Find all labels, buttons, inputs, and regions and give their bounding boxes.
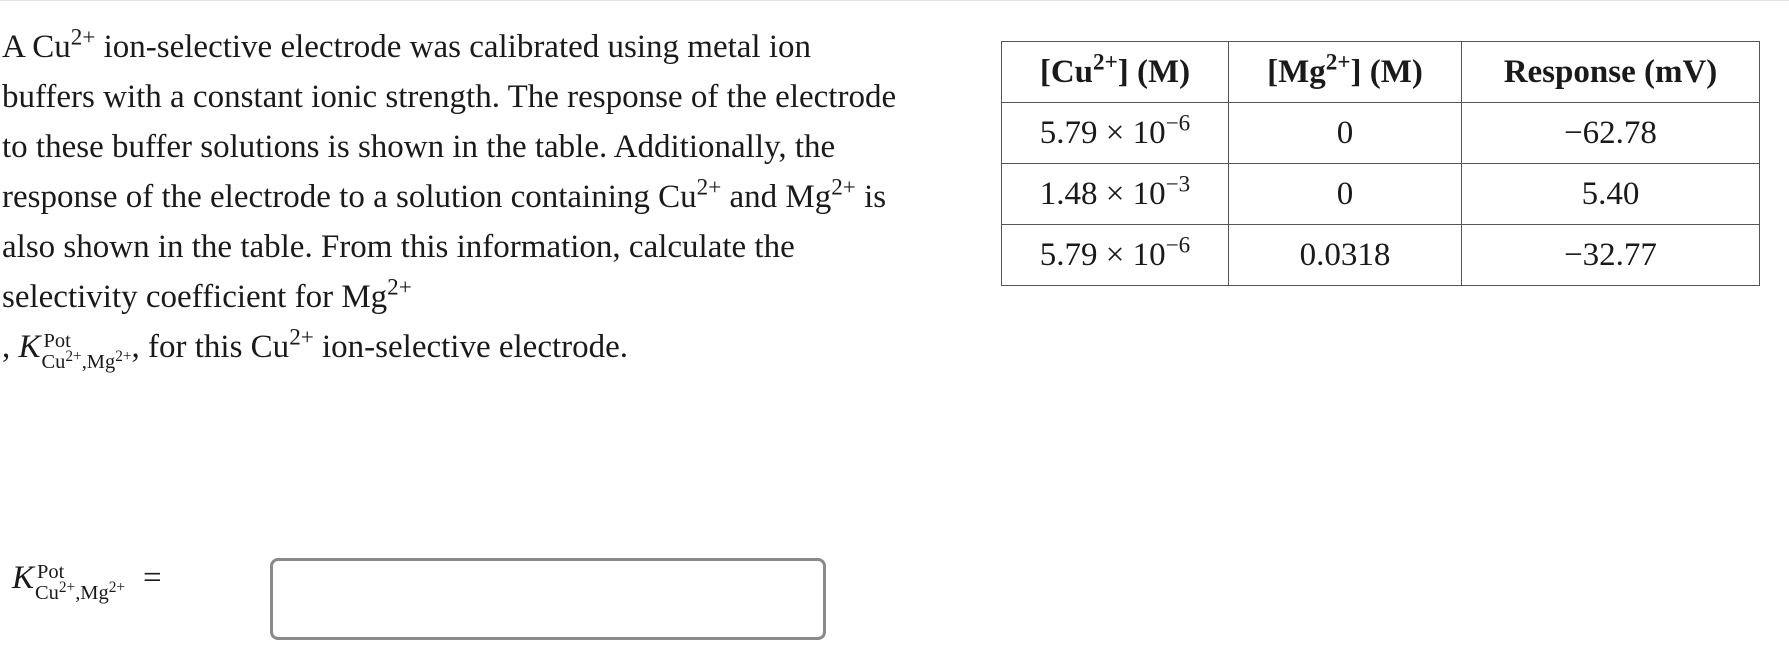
cell-response: −62.78 [1462,103,1760,164]
header-text: ] (M) [1350,53,1423,90]
cu-exponent: −6 [1165,230,1191,257]
k-superscript-pot: Pot [37,560,65,583]
text-segment: , [2,329,19,365]
header-text: Response (mV) [1503,53,1718,90]
ion-cu: Cu [41,351,66,374]
cell-cu [1002,103,1229,164]
header-text: [Cu [1039,53,1094,90]
cell-mg: 0 [1229,103,1462,164]
charge-superscript: 2+ [108,579,126,597]
charge-superscript: 2+ [831,173,856,200]
ion-mg: ,Mg [81,351,116,374]
charge-superscript: 2+ [70,23,96,50]
text-segment: and Mg [721,179,832,215]
charge-superscript: 2+ [289,323,314,350]
k-symbol: K [18,329,41,365]
table-row [1002,225,1760,286]
k-symbol: K [12,560,35,596]
ion-mg: ,Mg [75,582,109,605]
table-row [1002,103,1760,164]
charge-superscript: 2+ [696,173,722,200]
k-scripts [35,562,125,605]
cell-cu [1002,225,1229,286]
table-row [1002,164,1760,225]
charge-superscript: 2+ [58,579,76,597]
cell-mg: 0 [1229,164,1462,225]
header-text: ] (M) [1117,53,1191,90]
charge-superscript: 2+ [115,348,132,366]
calibration-table [1001,41,1760,286]
equals-sign: = [143,560,162,596]
header-cu-concentration [1002,42,1229,103]
cu-mantissa: 5.79 × 10 [1039,114,1166,151]
cu-mantissa: 1.48 × 10 [1039,175,1166,212]
header-response [1462,42,1760,103]
ion-cu: Cu [35,582,59,605]
charge-superscript: 2+ [65,348,82,366]
text-segment: ion-selective electrode was calibrated using metal ion buffers with a constant ionic strength. The response of the electrode to these buffer solutions is shown in the table. Additionally, the response of the electrode to a solution containing Cu [2,29,897,215]
charge-superscript: 2+ [1325,47,1351,74]
problem-text [2,22,902,374]
k-superscript-pot: Pot [43,329,71,352]
header-text: [Mg [1267,53,1326,90]
problem-statement [2,22,902,374]
cell-cu [1002,164,1229,225]
cu-exponent: −6 [1165,108,1191,135]
table-header-row [1002,42,1760,103]
cell-mg: 0.0318 [1229,225,1462,286]
top-divider [0,0,1789,1]
text-segment: A Cu [2,29,71,65]
text-segment: is also shown in the table. From this information, calculate the selectivity coefficient for Mg [2,179,887,315]
cell-response: 5.40 [1462,164,1760,225]
cell-response: −32.77 [1462,225,1760,286]
selectivity-coefficient-symbol [12,562,125,605]
answer-input[interactable] [270,558,826,640]
k-subscript-ions [41,348,132,374]
selectivity-coefficient-symbol [19,331,132,374]
cu-exponent: −3 [1165,169,1191,196]
header-mg-concentration [1229,42,1462,103]
answer-label [12,560,270,605]
text-segment: , for this Cu [131,329,290,365]
charge-superscript: 2+ [1093,47,1118,74]
text-segment: ion-selective electrode. [313,329,629,365]
k-scripts [42,331,132,374]
k-subscript-ions [35,579,126,605]
charge-superscript: 2+ [387,273,412,300]
cu-mantissa: 5.79 × 10 [1039,236,1166,273]
answer-row [12,560,270,605]
